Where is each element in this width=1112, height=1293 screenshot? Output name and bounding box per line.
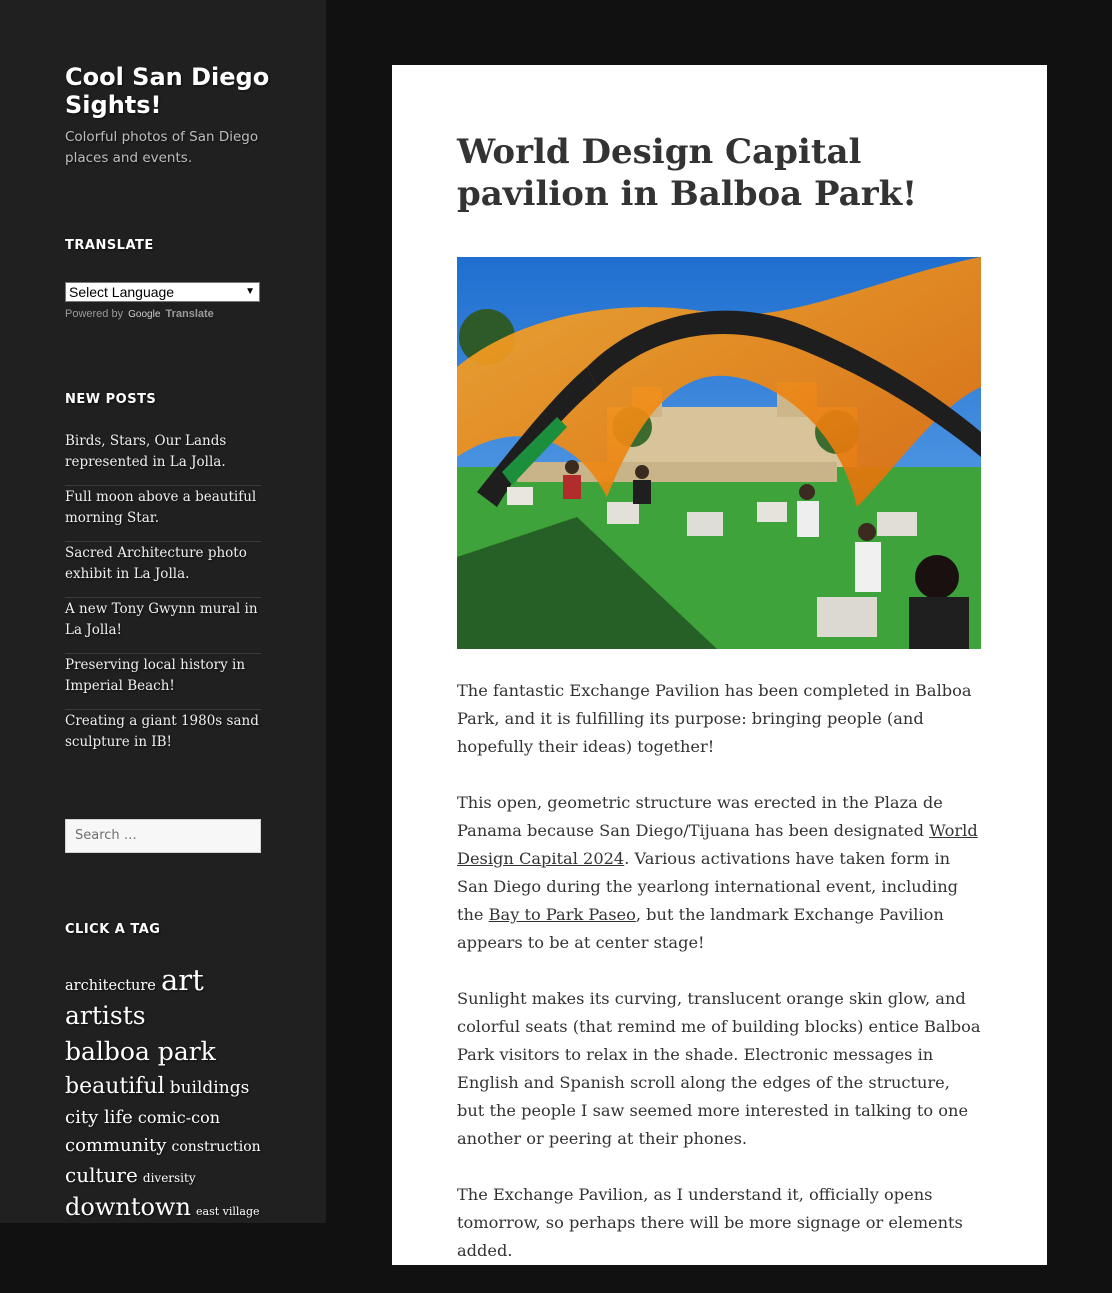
powered-by-label: Powered by — [65, 308, 124, 320]
tag-link[interactable]: artists — [65, 1000, 146, 1030]
tag-link[interactable]: architecture — [65, 978, 156, 994]
post-content — [457, 677, 982, 1293]
tag-link[interactable]: construction — [171, 1138, 261, 1155]
post-link[interactable]: Birds, Stars, Our Lands represented in La Jolla. — [65, 430, 261, 486]
tag-link[interactable]: beautiful — [65, 1073, 165, 1099]
powered-by-google — [65, 308, 214, 320]
post-paragraph — [457, 789, 982, 957]
post-link[interactable]: A new Tony Gwynn mural in La Jolla! — [65, 598, 261, 654]
google-logo: Google — [128, 309, 161, 320]
new-posts-list — [65, 430, 261, 766]
post-text: , but the landmark Exchange Pavilion appears to be at center stage! — [457, 905, 944, 952]
post-title: World Design Capital pavilion in Balboa Park! — [457, 132, 918, 214]
chevron-down-icon: ▼ — [245, 286, 255, 297]
bay-to-park-paseo-link[interactable]: Bay to Park Paseo — [488, 905, 636, 924]
translate-link[interactable]: Translate — [165, 308, 214, 320]
tag-link[interactable]: downtown — [65, 1192, 191, 1221]
tag-link[interactable]: east village — [196, 1204, 260, 1218]
post-article — [392, 65, 1047, 1265]
new-posts-heading: NEW POSTS — [65, 392, 157, 407]
sidebar — [0, 0, 326, 1223]
tags-heading: CLICK A TAG — [65, 922, 161, 937]
tag-link[interactable]: art — [160, 963, 204, 997]
tag-link[interactable]: culture — [65, 1162, 138, 1187]
tag-link[interactable]: city life — [65, 1106, 133, 1128]
post-link[interactable]: Full moon above a beautiful morning Star. — [65, 486, 261, 542]
search-input[interactable]: Search … — [65, 819, 261, 853]
post-link[interactable]: Preserving local history in Imperial Beach! — [65, 654, 261, 710]
world-design-capital-link[interactable]: World Design Capital 2024 — [457, 821, 978, 868]
post-paragraph: The fantastic Exchange Pavilion has been completed in Balboa Park, and it is fulfilling its purpose: bringing people (and hopefully their ideas) together! — [457, 681, 972, 756]
tag-link[interactable]: community — [65, 1134, 167, 1156]
site-title[interactable]: Cool San Diego Sights! — [65, 63, 270, 119]
post-text: . Various activations have taken form in San Diego during the yearlong international event, including the — [457, 849, 959, 924]
post-paragraph: The Exchange Pavilion, as I understand it, officially opens tomorrow, so perhaps there will be more signage or elements added. — [457, 1185, 963, 1260]
post-text: This open, geometric structure was erected in the Plaza de Panama because San Diego/Tijuana has been designated — [457, 793, 943, 840]
post-link[interactable]: Creating a giant 1980s sand sculpture in IB! — [65, 713, 259, 750]
post-link[interactable]: Sacred Architecture photo exhibit in La Jolla. — [65, 542, 261, 598]
tag-link[interactable]: diversity — [142, 1170, 196, 1185]
post-paragraph: Sunlight makes its curving, translucent orange skin glow, and colorful seats (that remind me of building blocks) entice Balboa Park visitors to relax in the shade. Electronic messages in English and Spanish scroll along the edges of the structure, but the people I saw seemed more interested in talking to one another or peering at their phones. — [457, 989, 981, 1148]
translate-heading: TRANSLATE — [65, 238, 154, 253]
language-select[interactable] — [65, 282, 260, 302]
tag-link[interactable]: buildings — [169, 1077, 250, 1098]
tag-link[interactable]: comic-con — [137, 1107, 221, 1127]
site-description: Colorful photos of San Diego places and events. — [65, 129, 259, 166]
tag-cloud — [65, 963, 265, 1224]
tag-link[interactable]: balboa park — [65, 1036, 216, 1066]
language-select-value: Select Language — [69, 284, 175, 300]
post-photo[interactable] — [457, 257, 981, 649]
